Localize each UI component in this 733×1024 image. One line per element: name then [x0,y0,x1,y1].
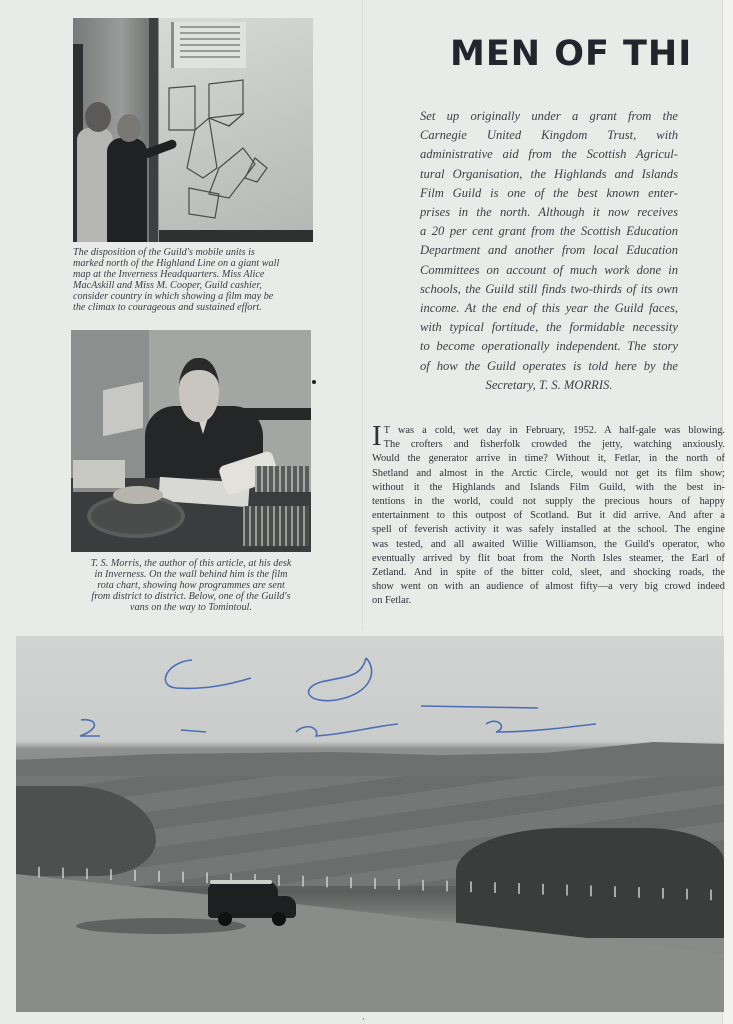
intro-line: a 20 per cent grant from the Scottish Education [420,224,678,239]
intro-line: of how the Guild operates is told here by the [420,358,678,373]
page-fold [362,0,363,630]
caption-line: in Inverness. On the wall behind him is the film [94,569,288,580]
intro-line: Set up originally under a grant from the [420,109,678,123]
body-line: Would the generator arrive in time? Without it, Fetlar, in the north of [372,453,725,465]
wire-tray-upper [255,466,311,492]
caption-line: from district to district. Below, one of the Guild's [91,591,291,602]
woman-head-pointing [117,114,141,142]
body-line: T was a cold, wet day in February, 1952. A half-gale was blowing. [383,425,725,436]
body-line: spell of feverish activity it was safely installed at the school. The engine [372,524,725,536]
desk-photo-caption [71,558,311,613]
caption-line: the climax to courageous and sustained effort. [73,302,262,313]
handwritten-scribbles [16,636,724,756]
intro-line: income. At the end of this year the Guild faces, [420,301,678,316]
body-line: on Fetlar. [372,595,412,607]
van-wheel [272,912,286,926]
woman-head-left [85,102,111,132]
article-headline: MEN OF THI [450,34,693,74]
page-number-cutoff: · [362,1014,365,1024]
body-line: without it the Highlands and Islands Film Guild, with the best in- [372,481,725,493]
intro-line: Department and another from local Education [420,243,678,258]
van-wheel [218,912,232,926]
film-reel-top [113,486,163,504]
intro-line: administrative aid from the Scottish Agricul- [420,147,678,162]
caption-line: T. S. Morris, the author of this article, at his desk [90,558,292,569]
wall-map-photo [73,18,313,242]
body-line: Zetland. And in spite of the bitter cold, sleet, and shocking roads, the [372,567,725,579]
caption-line: marked north of the Highland Line on a giant wall [73,258,280,269]
caption-line: vans on the way to Tomintoul. [130,602,252,613]
photo-floor [159,230,313,242]
paper-stack [73,460,125,492]
van-roof [210,880,272,884]
drop-cap: I [372,420,382,452]
intro-line: Film Guild is one of the best known enter- [420,185,678,200]
body-line: show went on with an audience of almost fifty—a very big crowd indeed [372,581,725,593]
wire-tray-lower [243,506,309,546]
print-speck [312,380,316,384]
intro-line: prises in the north. Although it now receives [420,205,678,220]
man-head [179,358,219,422]
intro-line: schools, the Guild still finds two-thirds of its own [420,281,678,296]
landscape-van-photo [16,636,724,1012]
body-line: entertainment to this outpost of Scotland. But it did arrive. And after a [372,510,725,522]
film-van [208,882,278,918]
photo-pillar [149,18,158,242]
body-line: The crofters and fisherfolk crowded the jetty, watching anxiously. [383,439,725,451]
intro-line: tural Organisation, the Highlands and Islands [420,166,678,181]
desk-photo [71,330,311,552]
caption-line: consider country in which showing a film may be [73,291,274,302]
body-line: eventually arrived by flit boat from the North Isles steamer, the Earl of [372,552,725,564]
body-line: tentions in the world, could not supply the precious hours of happy [372,496,725,508]
intro-line: Carnegie United Kingdom Trust, with [420,128,678,143]
rota-chart [103,382,143,437]
article-body [372,420,725,609]
map-legend-panel [171,22,246,68]
intro-line: with typical fortitude, the formidable necessity [420,320,678,335]
caption-line: MacAskill and Miss M. Cooper, Guild cashier, [73,280,262,291]
body-line: Shetland and almost in the Arctic Circle, would not get its film show; [372,467,725,479]
map-photo-caption [73,247,313,313]
caption-line: The disposition of the Guild's mobile units is [73,247,255,258]
intro-line: to become operationally independent. The story [420,339,678,354]
intro-byline: Secretary, T. S. MORRIS. [485,377,613,392]
intro-line: Committees on account of much work done in [420,262,678,277]
caption-line: map at the Inverness Headquarters. Miss Alice [73,269,265,280]
body-line: was tested, and all awaited Willie Williamson, the Guild's operator, who [372,538,725,550]
article-intro [420,107,678,395]
caption-line: rota chart, showing how programmes are sent [97,580,285,591]
